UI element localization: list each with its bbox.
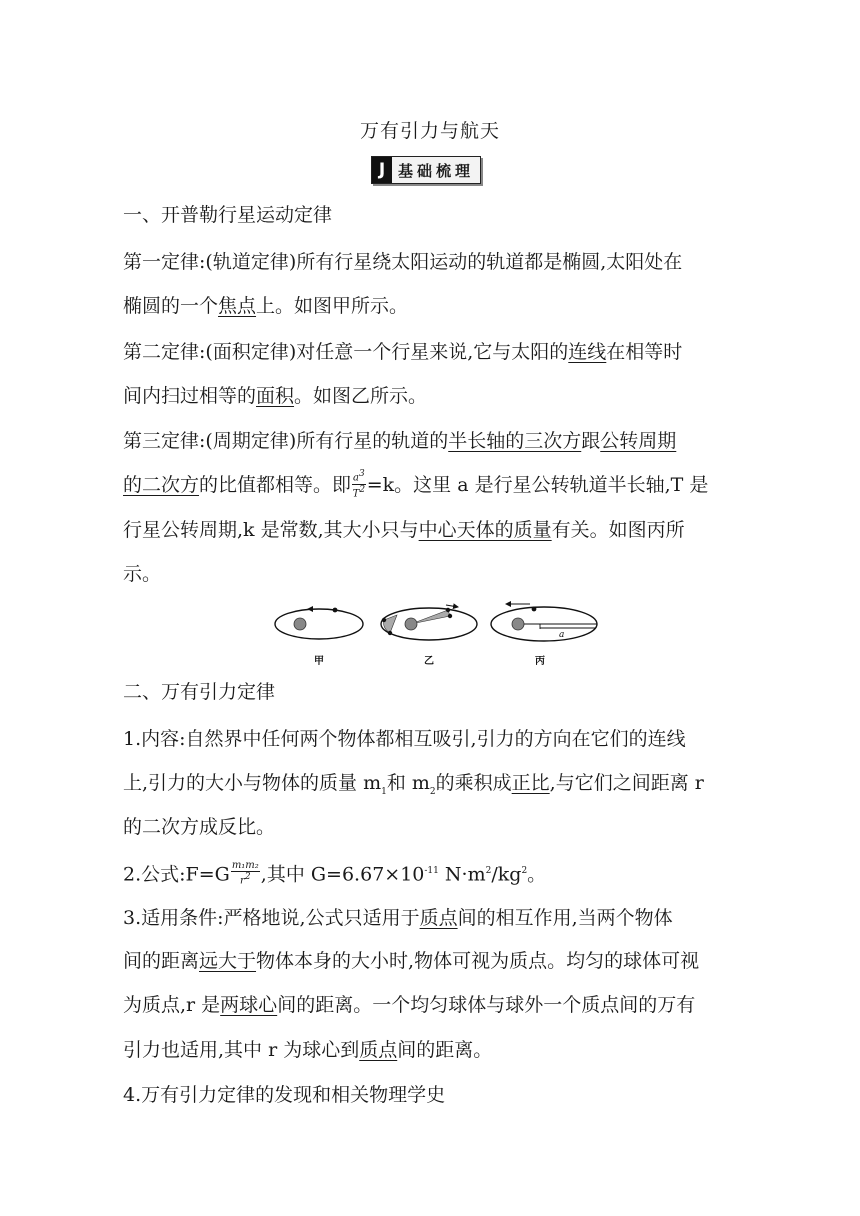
subscript: 2 <box>429 786 436 797</box>
law3-line1 <box>123 426 676 456</box>
text: 在相等时 <box>606 341 683 363</box>
text: 上,引力的大小与物体的质量 m <box>123 772 382 794</box>
section2-heading: 二、万有引力定律 <box>123 681 276 703</box>
text: /kg <box>491 863 522 886</box>
subscript: 1 <box>381 786 387 797</box>
underlined-term: 远大于 <box>199 950 257 972</box>
law1-line1: 第一定律:(轨道定律)所有行星绕太阳运动的轨道都是椭圆,太阳处在 <box>123 251 683 273</box>
item1-line2 <box>123 768 704 807</box>
text: 的乘积成 <box>435 772 512 794</box>
underlined-term: 焦点 <box>218 295 257 317</box>
figure-label-yi: 乙 <box>424 656 434 667</box>
text: 3.适用条件:严格地说,公式只适用于 <box>123 907 420 929</box>
page-title: 万有引力与航天 <box>359 120 500 142</box>
underlined-term: 半长轴的三次方 <box>448 430 582 452</box>
badge-letter: J <box>372 157 392 183</box>
underlined-term: 中心天体的质量 <box>418 519 552 541</box>
figure-label-jia: 甲 <box>314 656 324 667</box>
text: 椭圆的一个 <box>123 295 219 317</box>
text: 的比值都相等。即 <box>199 474 352 496</box>
underlined-term: 连线 <box>568 341 607 363</box>
underlined-term: 质点 <box>419 907 458 929</box>
text: 。 <box>527 863 547 886</box>
exponent: 2 <box>521 866 528 876</box>
text: a <box>353 472 359 484</box>
fraction-numerator: m₁m₂ <box>231 860 259 872</box>
text: 间内扫过相等的 <box>123 385 257 407</box>
badge-text: 基础梳理 <box>392 157 480 183</box>
underlined-term: 质点 <box>359 1039 398 1061</box>
law3-line3 <box>123 515 685 545</box>
text: 上。如图甲所示。 <box>256 295 409 317</box>
text: 间的距离。一个均匀球体与球外一个质点间的万有 <box>277 994 696 1016</box>
underlined-term: 两球心 <box>220 994 278 1016</box>
text: 行星公转周期,k 是常数,其大小只与 <box>123 519 419 541</box>
gravity-fraction <box>231 860 260 886</box>
text: 有关。如图丙所 <box>551 519 685 541</box>
orbit-jia <box>275 608 363 639</box>
item4-heading: 4.万有引力定律的发现和相关物理学史 <box>123 1084 446 1106</box>
kepler-fraction <box>352 469 366 499</box>
exponent: -11 <box>424 866 439 876</box>
item3-line2 <box>123 946 699 976</box>
fraction-denominator <box>240 872 251 886</box>
law3-line4: 示。 <box>123 563 162 585</box>
item1-line3: 的二次方成反比。 <box>123 816 276 838</box>
underlined-term: 公转周期 <box>600 430 677 452</box>
orbit-bing <box>491 604 597 641</box>
kepler-figure <box>272 600 602 672</box>
text: r <box>240 875 245 887</box>
law1-line2 <box>123 291 408 321</box>
exponent: 2 <box>485 866 492 876</box>
exponent: 3 <box>359 469 365 480</box>
law3-line2 <box>123 470 708 501</box>
text: 第二定律:(面积定律)对任意一个行星来说,它与太阳的 <box>123 341 569 363</box>
text: 为质点,r 是 <box>123 994 221 1016</box>
text: 和 m <box>386 772 430 794</box>
text: 。如图乙所示。 <box>294 385 428 407</box>
text: 间的距离 <box>123 950 200 972</box>
underlined-term: 面积 <box>256 385 295 407</box>
text: 引力也适用,其中 r 为球心到 <box>123 1039 360 1061</box>
item1-line1: 1.内容:自然界中任何两个物体都相互吸引,引力的方向在它们的连线 <box>123 728 686 750</box>
orbit-diagrams <box>272 600 602 672</box>
fraction-denominator <box>353 485 365 499</box>
text: 间的相互作用,当两个物体 <box>457 907 673 929</box>
item3-line1 <box>123 903 673 933</box>
text: N·m <box>438 863 486 886</box>
text: ,与它们之间距离 r <box>549 772 704 794</box>
exponent: 2 <box>244 872 251 883</box>
exponent: 2 <box>359 484 366 495</box>
text: 间的距离。 <box>397 1039 493 1061</box>
underlined-term: 的二次方 <box>123 474 200 496</box>
item2-formula <box>123 856 546 889</box>
text: 第三定律:(周期定律)所有行星的轨道的 <box>123 430 449 452</box>
fraction-numerator <box>352 469 366 484</box>
text: 物体本身的大小时,物体可视为质点。均匀的球体可视 <box>256 950 700 972</box>
item3-line4 <box>123 1035 492 1065</box>
text: 跟 <box>581 430 601 452</box>
law2-line1 <box>123 337 682 367</box>
text: ,其中 G=6.67×10 <box>260 863 425 886</box>
text: T <box>352 487 360 499</box>
semi-major-axis-label: a <box>559 630 565 640</box>
text: =k。这里 a 是行星公转轨道半长轴,T 是 <box>366 474 709 496</box>
text: 2.公式:F=G <box>123 863 230 886</box>
underlined-term: 正比 <box>511 772 550 794</box>
law2-line2 <box>123 381 427 411</box>
item3-line3 <box>123 990 695 1020</box>
orbit-yi <box>381 605 477 640</box>
figure-label-bing: 丙 <box>535 656 545 667</box>
section-badge <box>371 156 481 184</box>
section1-heading: 一、开普勒行星运动定律 <box>123 204 333 226</box>
